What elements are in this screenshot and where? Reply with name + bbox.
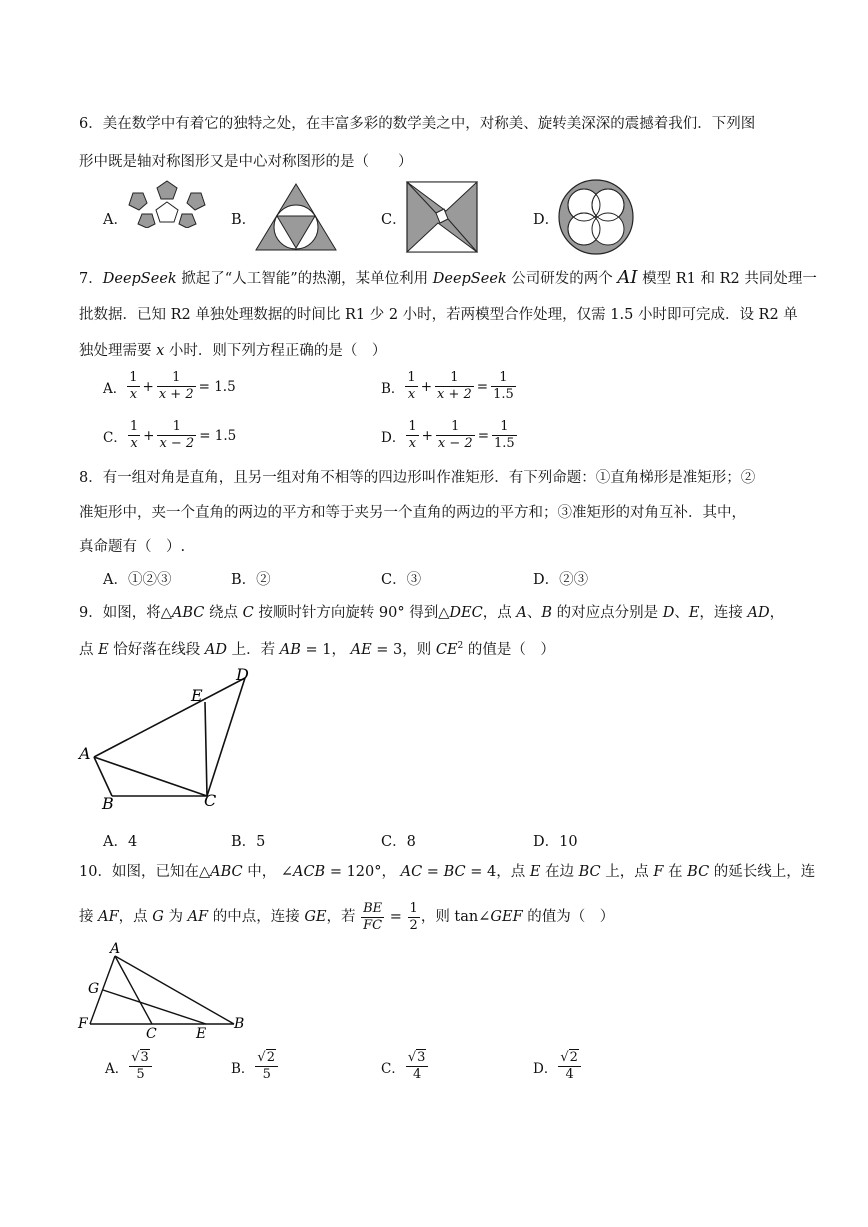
q9-label-a: A bbox=[79, 744, 91, 763]
q9-label-e: E bbox=[191, 686, 203, 705]
q10-option-b[interactable]: B． $\frac{√2}{5}$ bbox=[231, 1050, 279, 1083]
q8-option-a[interactable]: A．①②③ bbox=[103, 572, 172, 588]
q7-line-3: 独处理需要 x 小时．则下列方程正确的是（ ） bbox=[79, 343, 387, 359]
q6-option-c-label[interactable]: C． bbox=[381, 212, 407, 228]
q9-figure-rotation bbox=[70, 662, 270, 812]
q10-line-1: 10．如图，已知在△ABC 中， ∠ACB = 120°， AC = BC = 4，点 E 在边 BC 上，点 F 在 BC 的延长线上，连 bbox=[79, 864, 816, 880]
q8-line-3: 真命题有（ ）. bbox=[79, 539, 186, 555]
q6-option-b-label[interactable]: B． bbox=[231, 212, 257, 228]
q6-option-b-figure-triangle-circle bbox=[254, 182, 338, 252]
q6-option-a-figure-pentagons bbox=[124, 180, 210, 228]
q10-option-c[interactable]: C． $\frac{√3}{4}$ bbox=[381, 1050, 429, 1083]
q6-line-1: 6．美在数学中有着它的独特之处，在丰富多彩的数学美之中，对称美、旋转美深深的震撼着我们．下列图 bbox=[79, 116, 756, 132]
q7-option-d[interactable]: D． $\frac{1}{x}$ + $\frac{1}{x - 2}$ = $\frac{1}{1.5}$ bbox=[381, 419, 515, 451]
q9-line-2: 点 E 恰好落在线段 AD 上．若 AB = 1， AE = 3，则 $CE^2$ 的值是（ ） bbox=[79, 641, 555, 658]
q6-option-d-label[interactable]: D． bbox=[533, 212, 560, 228]
q10-label-b: B bbox=[234, 1016, 245, 1032]
q9-option-c[interactable]: C．8 bbox=[381, 834, 416, 850]
q10-option-d[interactable]: D． $\frac{√2}{4}$ bbox=[533, 1050, 582, 1083]
q10-label-c: C bbox=[146, 1026, 157, 1042]
q7-option-b[interactable]: B． $\frac{1}{x}$ + $\frac{1}{x + 2}$ = $\frac{1}{1.5}$ bbox=[381, 370, 514, 402]
q8-line-2: 准矩形中，夹一个直角的两边的平方和等于夹另一个直角的两边的平方和；③准矩形的对角互补．其中， bbox=[79, 505, 746, 521]
q10-label-a: A bbox=[110, 941, 121, 957]
q10-figure-triangle bbox=[74, 936, 254, 1042]
q6-option-c-figure-square-pinwheel bbox=[406, 181, 478, 253]
q6-option-a-label[interactable]: A． bbox=[103, 212, 128, 228]
q8-option-b[interactable]: B．② bbox=[231, 572, 271, 588]
q9-option-d[interactable]: D．10 bbox=[533, 834, 578, 850]
q10-option-a[interactable]: A． $\frac{√3}{5}$ bbox=[105, 1050, 153, 1083]
q9-option-b[interactable]: B．5 bbox=[231, 834, 266, 850]
q8-option-d[interactable]: D．②③ bbox=[533, 572, 589, 588]
q6-option-d-figure-circles bbox=[556, 178, 636, 256]
q9-option-a[interactable]: A．4 bbox=[103, 834, 138, 850]
q7-option-a[interactable]: A． $\frac{1}{x}$ + $\frac{1}{x + 2}$ = 1.5 bbox=[103, 370, 236, 402]
q8-option-c[interactable]: C．③ bbox=[381, 572, 422, 588]
q7-line-1: 7．DeepSeek 掀起了“人工智能”的热潮，某单位利用 DeepSeek 公司研发的两个 AI 模型 R1 和 R2 共同处理一 bbox=[79, 267, 817, 288]
q10-label-g: G bbox=[88, 981, 100, 997]
q10-line-2: 接 AF，点 G 为 AF 的中点，连接 GE，若 $\frac{BE}{FC}$ = $\frac{1}{2}$ ，则 tan∠GEF 的值为（ ） bbox=[79, 900, 615, 933]
q9-label-d: D bbox=[236, 665, 249, 684]
q10-label-e: E bbox=[196, 1026, 207, 1042]
q9-label-c: C bbox=[204, 791, 217, 810]
q10-label-f: F bbox=[78, 1016, 88, 1032]
q7-option-c[interactable]: C． $\frac{1}{x}$ + $\frac{1}{x - 2}$ = 1.5 bbox=[103, 419, 237, 451]
q7-line-2: 批数据．已知 R2 单独处理数据的时间比 R1 少 2 小时，若两模型合作处理，仅需 1.5 小时即可完成．设 R2 单 bbox=[79, 307, 798, 323]
q9-label-b: B bbox=[102, 794, 114, 812]
q9-line-1: 9．如图，将△ABC 绕点 C 按顺时针方向旋转 90° 得到△DEC，点 A、B 的对应点分别是 D、E，连接 AD， bbox=[79, 605, 785, 621]
q8-line-1: 8．有一组对角是直角，且另一组对角不相等的四边形叫作准矩形．有下列命题：①直角梯形是准矩形；② bbox=[79, 470, 756, 486]
q6-line-2: 形中既是轴对称图形又是中心对称图形的是（ ） bbox=[79, 154, 413, 170]
